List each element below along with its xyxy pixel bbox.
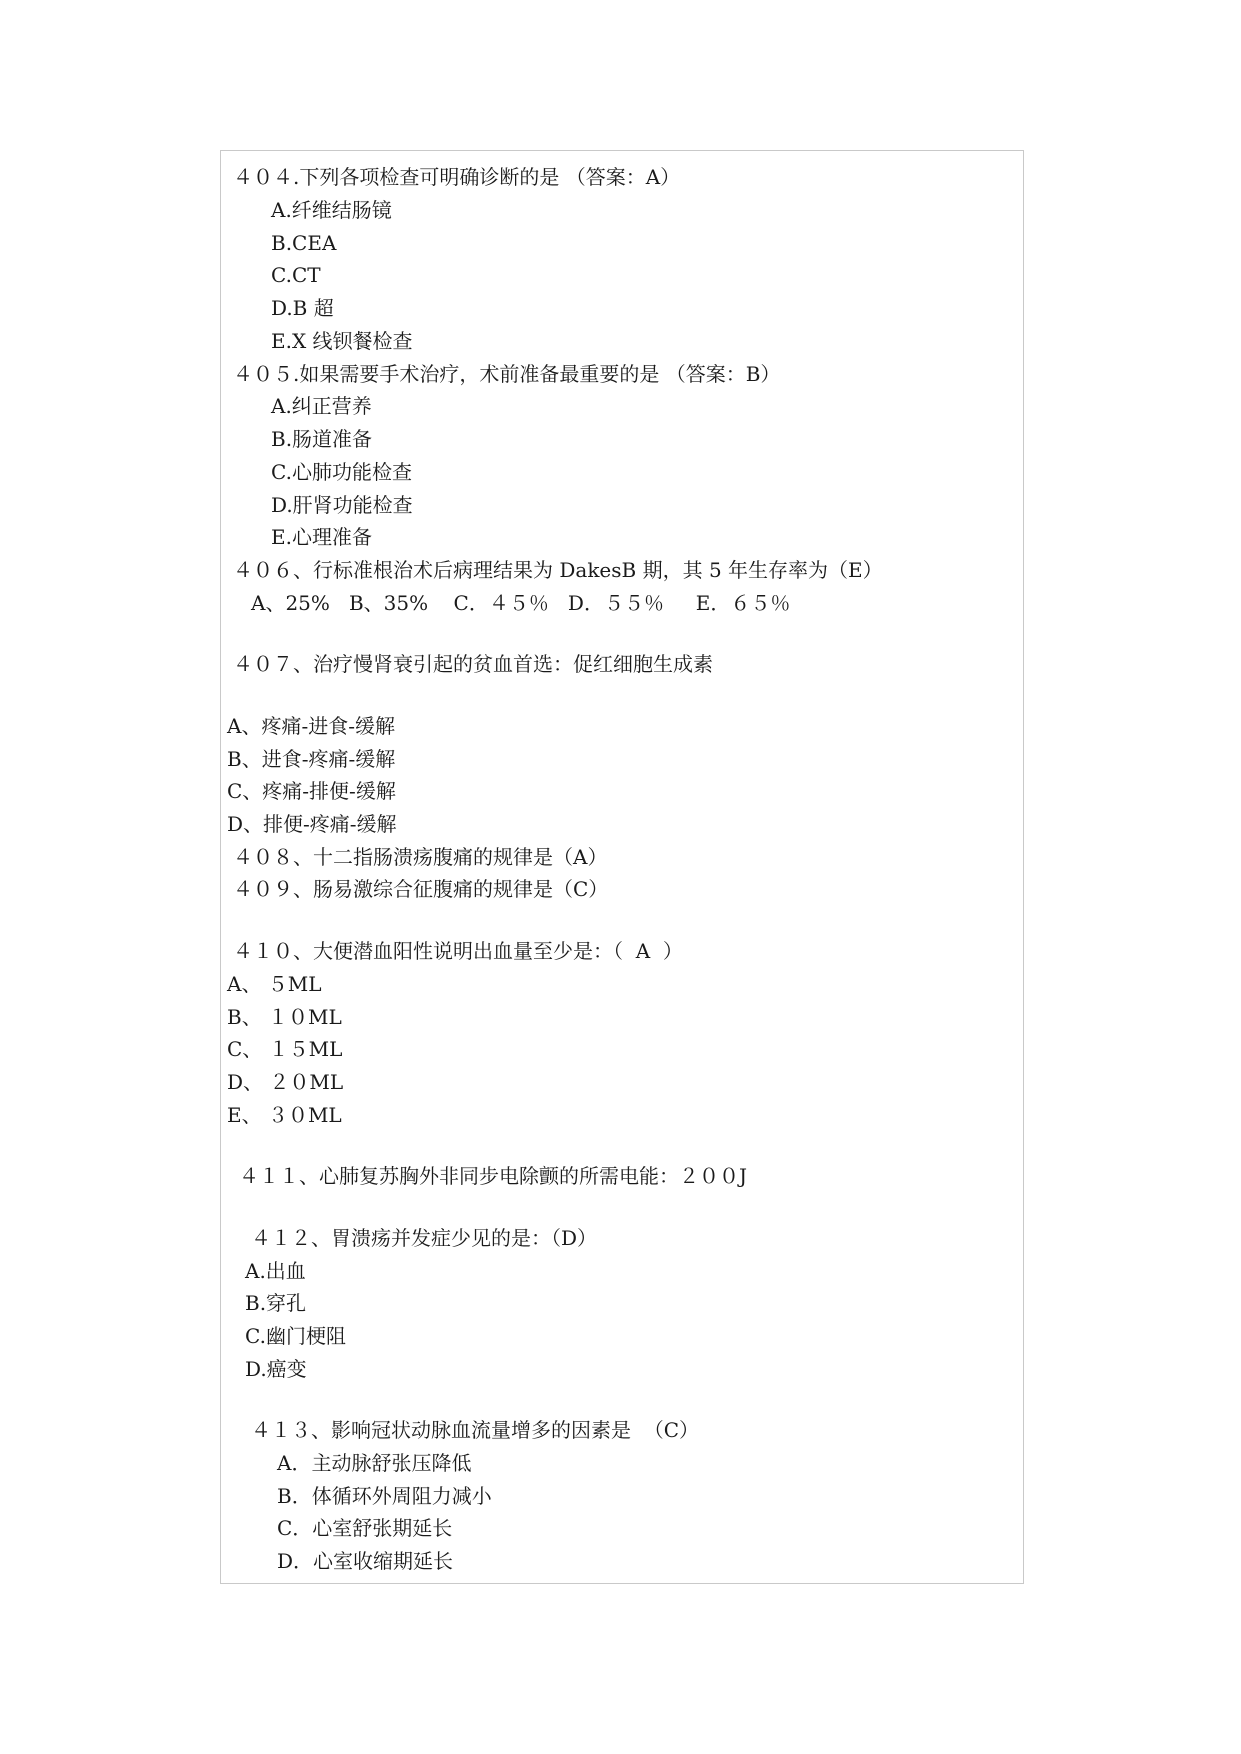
- question-411: ４１１、心肺复苏胸外非同步电除颤的所需电能：２００J: [239, 1164, 748, 1188]
- question-407: ４０７、治疗慢肾衰引起的贫血首选：促红细胞生成素: [233, 652, 713, 676]
- option-410-e: E、 ３０ML: [227, 1103, 342, 1127]
- option-404-c: C.CT: [271, 263, 321, 287]
- option-413-b: B．体循环外周阻力减小: [277, 1484, 492, 1508]
- option-413-d: D．心室收缩期延长: [277, 1549, 454, 1573]
- question-409: ４０９、肠易激综合征腹痛的规律是（C）: [233, 877, 609, 901]
- option-404-a: A.纤维结肠镜: [271, 198, 392, 222]
- option-405-b: B.肠道准备: [271, 427, 373, 451]
- pattern-d: D、排便-疼痛-缓解: [227, 812, 397, 836]
- pattern-b: B、进食-疼痛-缓解: [227, 747, 396, 771]
- question-405: ４０５.如果需要手术治疗，术前准备最重要的是 （答案：B）: [233, 362, 781, 386]
- option-412-b: B.穿孔: [245, 1291, 307, 1315]
- pattern-a: A、疼痛-进食-缓解: [227, 714, 395, 738]
- option-404-e: E.X 线钡餐检查: [271, 329, 413, 353]
- options-406: A、25% B、35% C．４５％ D．５５％ E．６５％: [251, 591, 791, 615]
- option-405-a: A.纠正营养: [271, 394, 372, 418]
- question-410: ４１０、大便潜血阳性说明出血量至少是：（ A ）: [233, 939, 683, 963]
- option-410-d: D、 ２０ML: [227, 1070, 344, 1094]
- option-405-e: E.心理准备: [271, 525, 372, 549]
- question-413: ４１３、影响冠状动脉血流量增多的因素是 （C）: [251, 1418, 700, 1442]
- option-404-d: D.B 超: [271, 296, 334, 320]
- option-405-d: D.肝肾功能检查: [271, 493, 413, 517]
- option-413-c: C．心室舒张期延长: [277, 1516, 453, 1540]
- question-406: ４０６、行标准根治术后病理结果为 DakesB 期，其 5 年生存率为（E）: [233, 558, 883, 582]
- option-413-a: A．主动脉舒张压降低: [277, 1451, 472, 1475]
- option-410-a: A、 ５ML: [227, 972, 322, 996]
- document-frame: [220, 150, 1024, 1584]
- option-412-a: A.出血: [245, 1259, 306, 1283]
- pattern-c: C、疼痛-排便-缓解: [227, 779, 396, 803]
- option-412-c: C.幽门梗阻: [245, 1324, 346, 1348]
- option-405-c: C.心肺功能检查: [271, 460, 412, 484]
- option-412-d: D.癌变: [245, 1357, 307, 1381]
- question-404: ４０４.下列各项检查可明确诊断的是 （答案：A）: [233, 165, 681, 189]
- question-412: ４１２、胃溃疡并发症少见的是：（D）: [251, 1226, 598, 1250]
- question-408: ４０８、十二指肠溃疡腹痛的规律是（A）: [233, 845, 608, 869]
- option-410-b: B、 １０ML: [227, 1005, 342, 1029]
- option-410-c: C、 １５ML: [227, 1037, 343, 1061]
- option-404-b: B.CEA: [271, 231, 337, 255]
